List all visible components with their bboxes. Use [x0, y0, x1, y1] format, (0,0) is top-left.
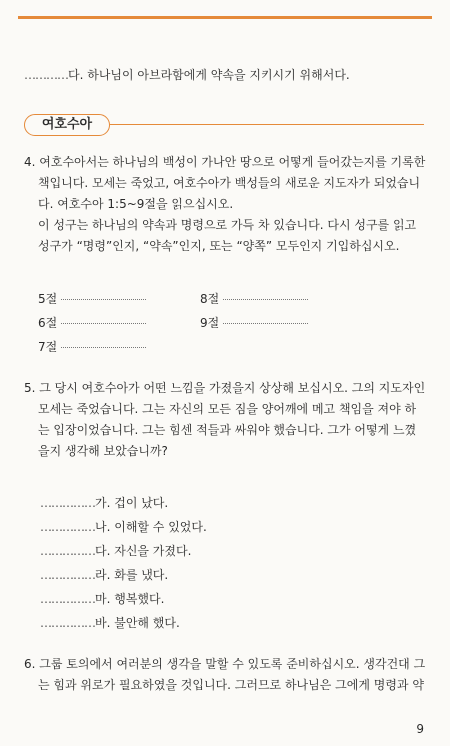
choice-label: 가. 겁이 났다.	[95, 496, 169, 510]
choice-label: 라. 화를 냈다.	[95, 568, 169, 582]
choice-c[interactable]	[40, 542, 191, 559]
verse-row-9	[200, 314, 308, 331]
question-4	[24, 152, 428, 257]
verse-5-label: 5절	[38, 292, 58, 306]
choice-label: 다. 자신을 가졌다.	[95, 544, 192, 558]
verse-row-8	[200, 290, 308, 307]
verse-row-7	[38, 338, 146, 355]
q6-line-2: 는 힘과 위로가 필요하였을 것입니다. 그러므로 하나님은 그에게 명령과 약	[38, 678, 424, 692]
verse-6-label: 6절	[38, 316, 58, 330]
section-title: 여호수아	[24, 114, 110, 136]
q4-line-5: 성구가 “명령”인지, “약속”인지, 또는 “양쪽” 모두인지 기입하십시오.	[38, 239, 400, 253]
q4-line-4: 이 성구는 하나님의 약속과 명령으로 가득 차 있습니다. 다시 성구를 읽고	[38, 218, 417, 232]
question-5	[24, 378, 428, 462]
answer-dots: …………	[24, 68, 68, 82]
previous-answer: 다. 하나님이 아브라함에게 약속을 지키시기 위해서다.	[68, 68, 350, 82]
top-rule	[18, 16, 432, 19]
q5-line-1: 5. 그 당시 여호수아가 어떤 느낌을 가졌을지 상상해 보십시오. 그의 지도자인	[24, 381, 426, 395]
q5-line-2: 모세는 죽었습니다. 그는 자신의 모든 짐을 양어깨에 메고 책임을 져야 하	[38, 402, 417, 416]
choice-e[interactable]	[40, 590, 164, 607]
choice-dots: ……………	[40, 496, 95, 510]
q5-line-3: 는 입장이었습니다. 그는 힘센 적들과 싸워야 했습니다. 그가 어떻게 느꼈	[38, 423, 417, 437]
verse-9-blank[interactable]	[223, 323, 308, 324]
choice-label: 바. 불안해 했다.	[95, 616, 180, 630]
q4-line-3: 다. 여호수아 1:5~9절을 읽으십시오.	[38, 197, 234, 211]
choice-a[interactable]	[40, 494, 168, 511]
previous-answer-line	[24, 66, 350, 83]
choice-dots: ……………	[40, 568, 95, 582]
q5-line-4: 을지 생각해 보았습니까?	[38, 444, 168, 458]
choice-label: 나. 이해할 수 있었다.	[95, 520, 207, 534]
page-number: 9	[416, 722, 424, 736]
verse-row-6	[38, 314, 146, 331]
choice-dots: ……………	[40, 520, 95, 534]
choice-b[interactable]	[40, 518, 207, 535]
section-rule	[110, 124, 424, 125]
q4-line-1: 4. 여호수아서는 하나님의 백성이 가나안 땅으로 어떻게 들어갔는지를 기록한	[24, 155, 426, 169]
q6-line-1: 6. 그룹 토의에서 여러분의 생각을 말할 수 있도록 준비하십시오. 생각건대 그	[24, 657, 426, 671]
choice-label: 마. 행복했다.	[95, 592, 165, 606]
verse-7-blank[interactable]	[61, 347, 146, 348]
verse-6-blank[interactable]	[61, 323, 146, 324]
verse-9-label: 9절	[200, 316, 220, 330]
verse-row-5	[38, 290, 146, 307]
choice-dots: ……………	[40, 592, 95, 606]
q4-line-2: 책입니다. 모세는 죽었고, 여호수아가 백성들의 새로운 지도자가 되었습니	[38, 176, 421, 190]
choice-dots: ……………	[40, 544, 95, 558]
question-6	[24, 654, 428, 696]
verse-7-label: 7절	[38, 340, 58, 354]
verse-8-label: 8절	[200, 292, 220, 306]
verse-5-blank[interactable]	[61, 299, 146, 300]
choice-d[interactable]	[40, 566, 168, 583]
choice-dots: ……………	[40, 616, 95, 630]
choice-f[interactable]	[40, 614, 180, 631]
verse-8-blank[interactable]	[223, 299, 308, 300]
